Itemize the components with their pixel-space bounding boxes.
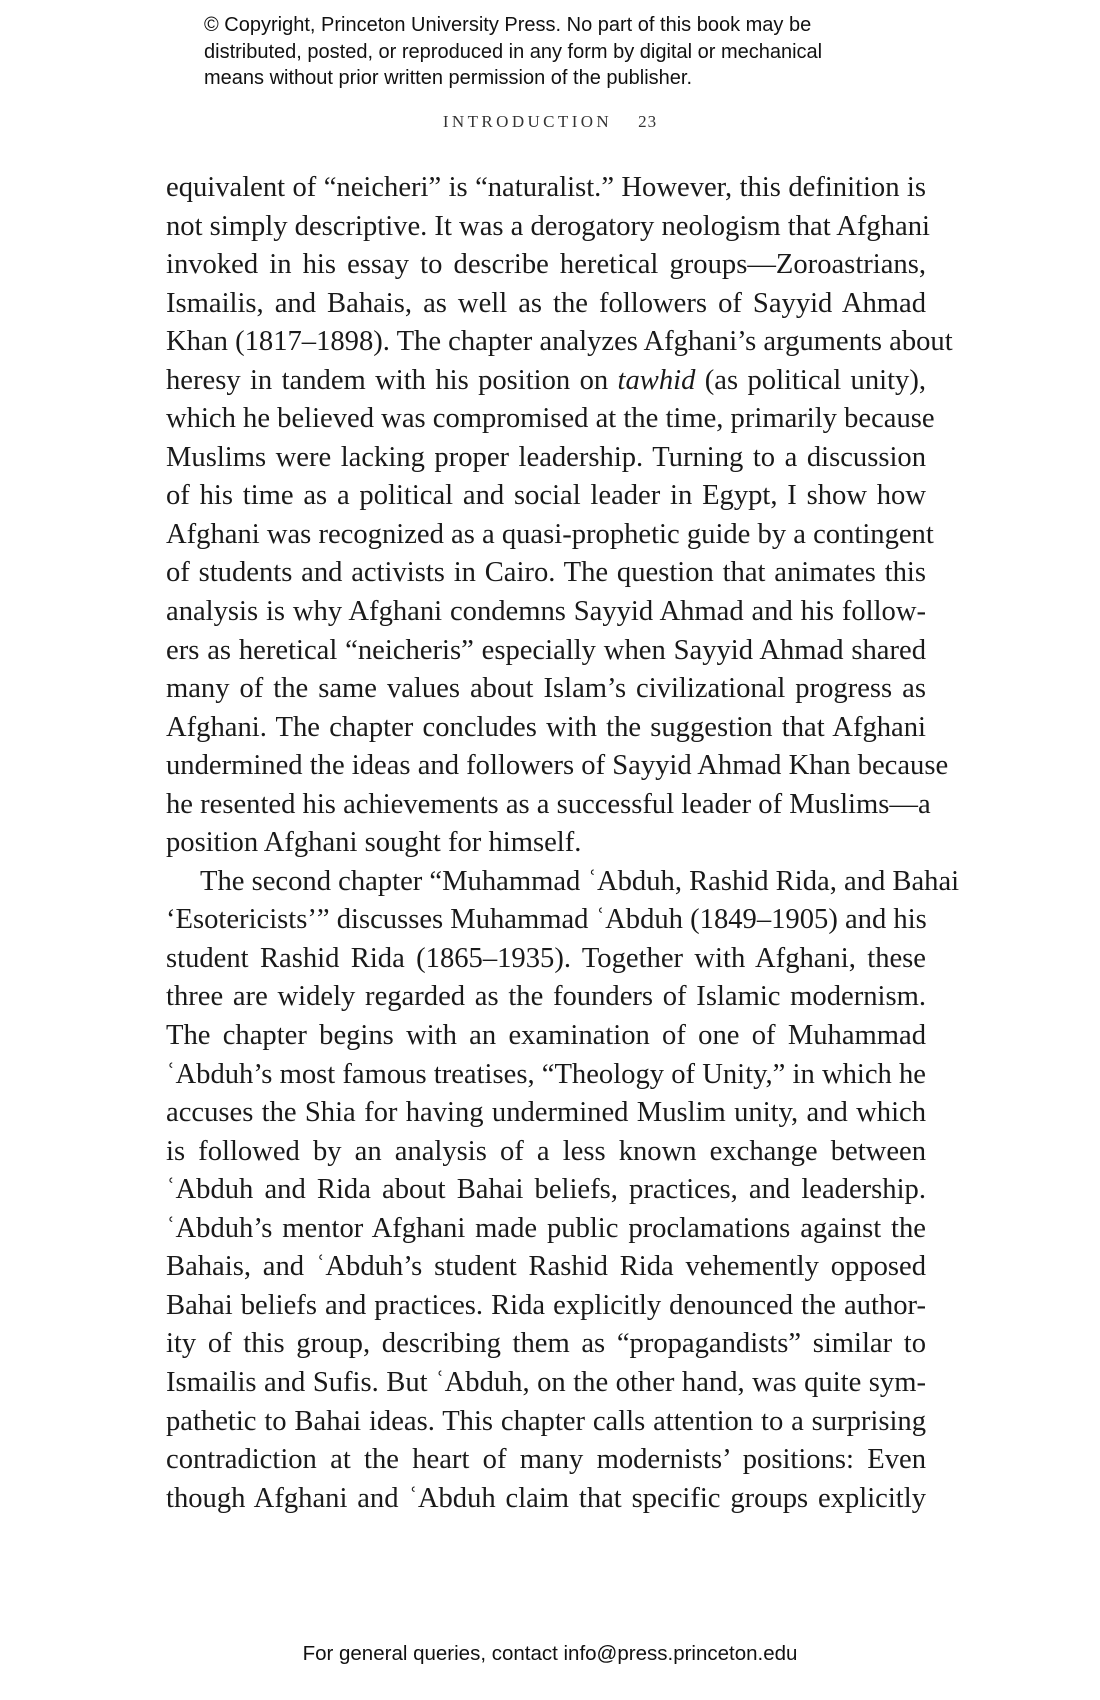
text-line: of his time as a political and social leader in Egypt, I show how bbox=[166, 480, 926, 512]
text-line: Bahai beliefs and practices. Rida explicitly denounced the author- bbox=[166, 1289, 926, 1321]
text-line: ʿAbduh and Rida about Bahai beliefs, practices, and leadership. bbox=[166, 1174, 926, 1206]
page-number: 23 bbox=[638, 112, 658, 131]
text-line: though Afghani and ʿAbduh claim that specific groups explicitly bbox=[166, 1482, 926, 1514]
text-line: Afghani was recognized as a quasi-prophetic guide by a contingent bbox=[166, 518, 934, 550]
text-line: equivalent of “neicheri” is “naturalist.” However, this definition is bbox=[166, 172, 926, 203]
text-line: Ismailis, and Bahais, as well as the followers of Sayyid Ahmad bbox=[166, 287, 926, 319]
text-line: Ismailis and Sufis. But ʿAbduh, on the other hand, was quite sym- bbox=[166, 1366, 926, 1398]
text-line: three are widely regarded as the founders of Islamic modernism. bbox=[166, 981, 926, 1013]
copyright-line: means without prior written permission of the publisher. bbox=[204, 67, 693, 89]
text-line: The second chapter “Muhammad ʿAbduh, Rashid Rida, and Bahai bbox=[200, 865, 960, 897]
text-line: ʿAbduh’s mentor Afghani made public proclamations against the bbox=[166, 1212, 926, 1244]
text-line: which he believed was compromised at the time, primarily because bbox=[166, 403, 935, 435]
section-title: INTRODUCTION bbox=[442, 112, 613, 131]
text-line: he resented his achievements as a successful leader of Muslims—a bbox=[166, 788, 931, 820]
body-text bbox=[166, 169, 960, 1518]
running-head bbox=[0, 112, 1100, 132]
text-line: student Rashid Rida (1865–1935). Together with Afghani, these bbox=[166, 942, 926, 974]
copyright-notice bbox=[204, 12, 944, 92]
text-line: ʿAbduh’s most famous treatises, “Theology of Unity,” in which he bbox=[166, 1058, 926, 1090]
text-line: Bahais, and ʿAbduh’s student Rashid Rida vehemently opposed bbox=[166, 1251, 926, 1283]
text-line: undermined the ideas and followers of Sayyid Ahmad Khan because bbox=[166, 750, 949, 782]
footer-contact: For general queries, contact info@press.princeton.edu bbox=[302, 1642, 798, 1665]
text-line: pathetic to Bahai ideas. This chapter calls attention to a surprising bbox=[166, 1405, 926, 1437]
text-line: of students and activists in Cairo. The question that animates this bbox=[166, 557, 926, 589]
text-line: Afghani. The chapter concludes with the suggestion that Afghani bbox=[166, 711, 926, 743]
text-line: heresy in tandem with his position on tawhid (as political unity), bbox=[166, 364, 926, 396]
text-line: accuses the Shia for having undermined Muslim unity, and which bbox=[166, 1097, 926, 1129]
paragraph-1 bbox=[166, 169, 953, 863]
text-line: invoked in his essay to describe heretical groups—Zoroastrians, bbox=[166, 249, 926, 281]
text-line: not simply descriptive. It was a derogatory neologism that Afghani bbox=[166, 210, 930, 242]
text-line: ‘Esotericists’” discusses Muhammad ʿAbduh (1849–1905) and his bbox=[166, 904, 927, 936]
copyright-line: distributed, posted, or reproduced in any form by digital or mechanical bbox=[204, 40, 823, 63]
text-line: ers as heretical “neicheris” especially when Sayyid Ahmad shared bbox=[166, 634, 926, 666]
copyright-line: © Copyright, Princeton University Press. No part of this book may be bbox=[204, 14, 812, 36]
text-line: position Afghani sought for himself. bbox=[166, 827, 582, 859]
text-line: many of the same values about Islam’s civilizational progress as bbox=[166, 673, 926, 705]
text-line: Muslims were lacking proper leadership. Turning to a discussion bbox=[166, 441, 926, 473]
text-line: Khan (1817–1898). The chapter analyzes Afghani’s arguments about bbox=[166, 326, 953, 358]
text-line: The chapter begins with an examination of one of Muhammad bbox=[166, 1020, 926, 1052]
text-line: is followed by an analysis of a less known exchange between bbox=[166, 1135, 926, 1167]
text-line: ity of this group, describing them as “propagandists” similar to bbox=[166, 1328, 926, 1360]
paragraph-2 bbox=[166, 863, 960, 1518]
text-line: analysis is why Afghani condemns Sayyid Ahmad and his follow- bbox=[166, 596, 926, 628]
text-line: contradiction at the heart of many modernists’ positions: Even bbox=[166, 1444, 926, 1476]
